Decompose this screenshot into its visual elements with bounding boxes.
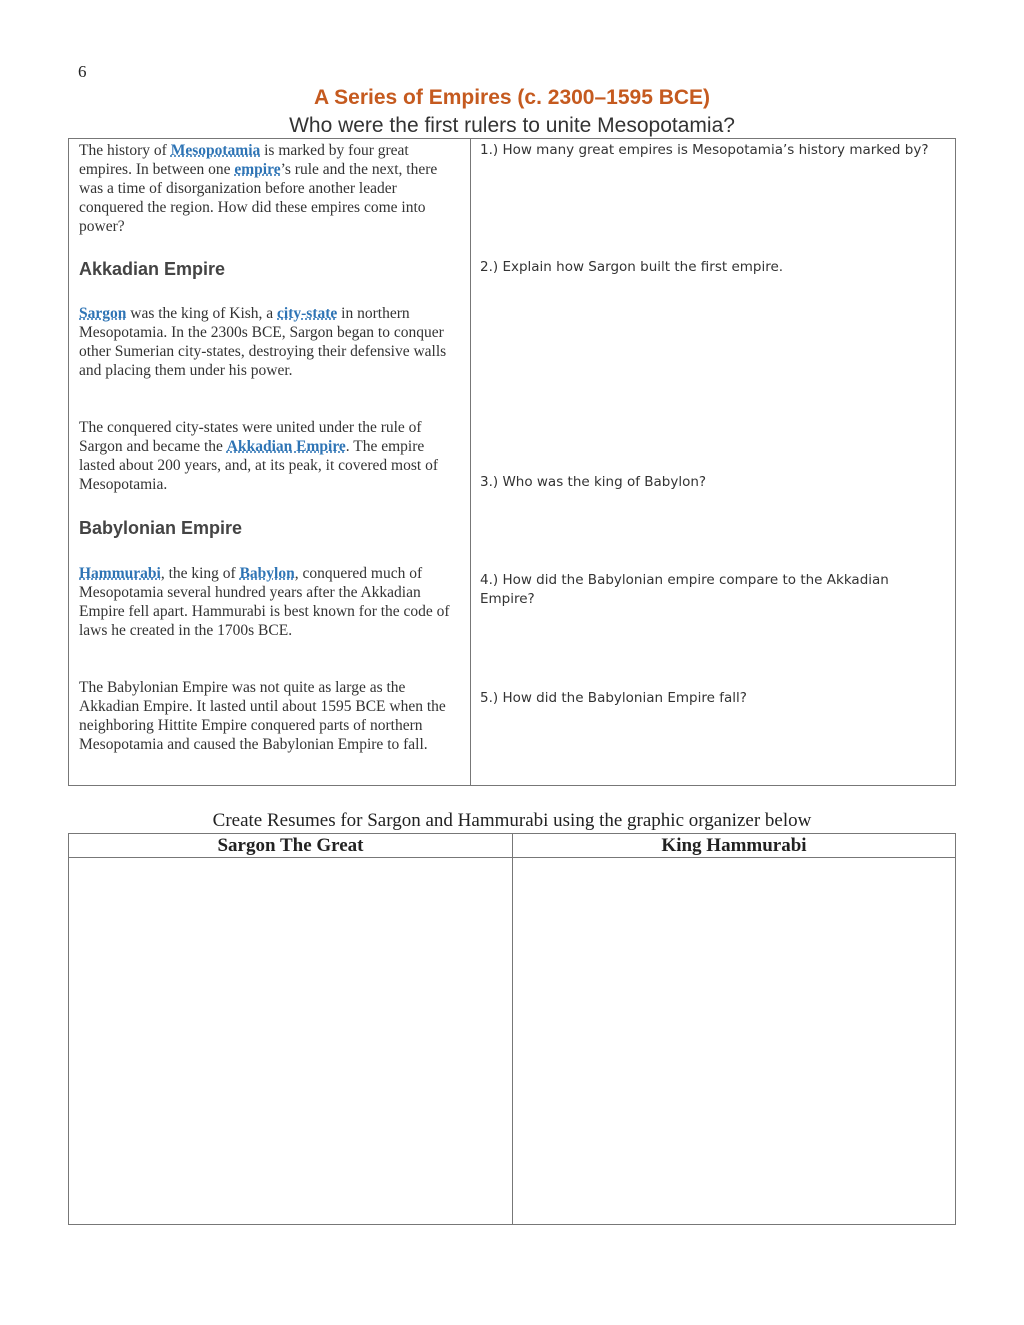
sargon-paragraph (79, 304, 464, 380)
term-mesopotamia: Mesopotamia (170, 142, 261, 159)
hammurabi-text-1: , the king of (160, 565, 240, 582)
term-hammurabi: Hammurabi (79, 565, 161, 582)
hammurabi-paragraph (79, 564, 464, 640)
term-city-state: city-state (277, 305, 338, 322)
question-3: 3.) Who was the king of Babylon? (480, 474, 707, 490)
term-akkadian-empire: Akkadian Empire (226, 438, 346, 455)
notes-table (68, 138, 956, 786)
resume-caption: Create Resumes for Sargon and Hammurabi using the graphic organizer below (212, 810, 812, 831)
intro-paragraph (79, 141, 464, 236)
sargon-column-header: Sargon The Great (217, 835, 364, 856)
babylonian-heading: Babylonian Empire (79, 518, 243, 538)
sargon-resume-area[interactable] (69, 858, 512, 1224)
akkadian-text-1: The conquered city-states were united under the rule of Sargon and became the (79, 419, 422, 455)
intro-text-1: The history of (79, 142, 171, 159)
akkadian-heading: Akkadian Empire (79, 259, 226, 279)
resume-organizer-table (68, 833, 956, 1225)
page-title: A Series of Empires (c. 2300–1595 BCE) (313, 86, 711, 109)
page-number: 6 (78, 62, 87, 81)
sargon-text-2: in northern Mesopotamia. In the 2300s BCE, Sargon began to conquer other Sumerian city-states, destroying their defensive walls and placing them under his power. (79, 305, 447, 379)
notes-column-divider (470, 139, 471, 785)
term-sargon: Sargon (79, 305, 127, 322)
babylonian-paragraph: The Babylonian Empire was not quite as large as the Akkadian Empire. It lasted until about 1595 BCE when the neighboring Hittite Empire conquered parts of northern Mesopotamia and caused the Babylonian Empire to fall. (79, 679, 446, 753)
akkadian-paragraph (79, 418, 464, 494)
hammurabi-resume-area[interactable] (513, 858, 955, 1224)
question-1: 1.) How many great empires is Mesopotamia’s history marked by? (480, 142, 929, 158)
term-babylon: Babylon (239, 565, 295, 582)
hammurabi-text-2: , conquered much of Mesopotamia several hundred years after the Akkadian Empire fell apart. Hammurabi is best known for the code of laws he created in the 1700s BCE. (79, 565, 450, 639)
page-subtitle: Who were the first rulers to unite Mesopotamia? (289, 114, 735, 137)
term-empire: empire (234, 161, 281, 178)
question-5: 5.) How did the Babylonian Empire fall? (480, 690, 747, 706)
intro-text-2: is marked by four great empires. In between one (79, 142, 409, 178)
question-2: 2.) Explain how Sargon built the first empire. (480, 259, 784, 275)
sargon-text-1: was the king of Kish, a (126, 305, 278, 322)
akkadian-text-2: . The empire lasted about 200 years, and, at its peak, it covered most of Mesopotamia. (79, 438, 438, 493)
intro-text-3: ’s rule and the next, there was a time of disorganization before another leader conquered the region. How did these empires come into power? (79, 161, 438, 235)
hammurabi-column-header: King Hammurabi (661, 835, 807, 856)
question-4: 4.) How did the Babylonian empire compare to the Akkadian Empire? (480, 572, 889, 607)
